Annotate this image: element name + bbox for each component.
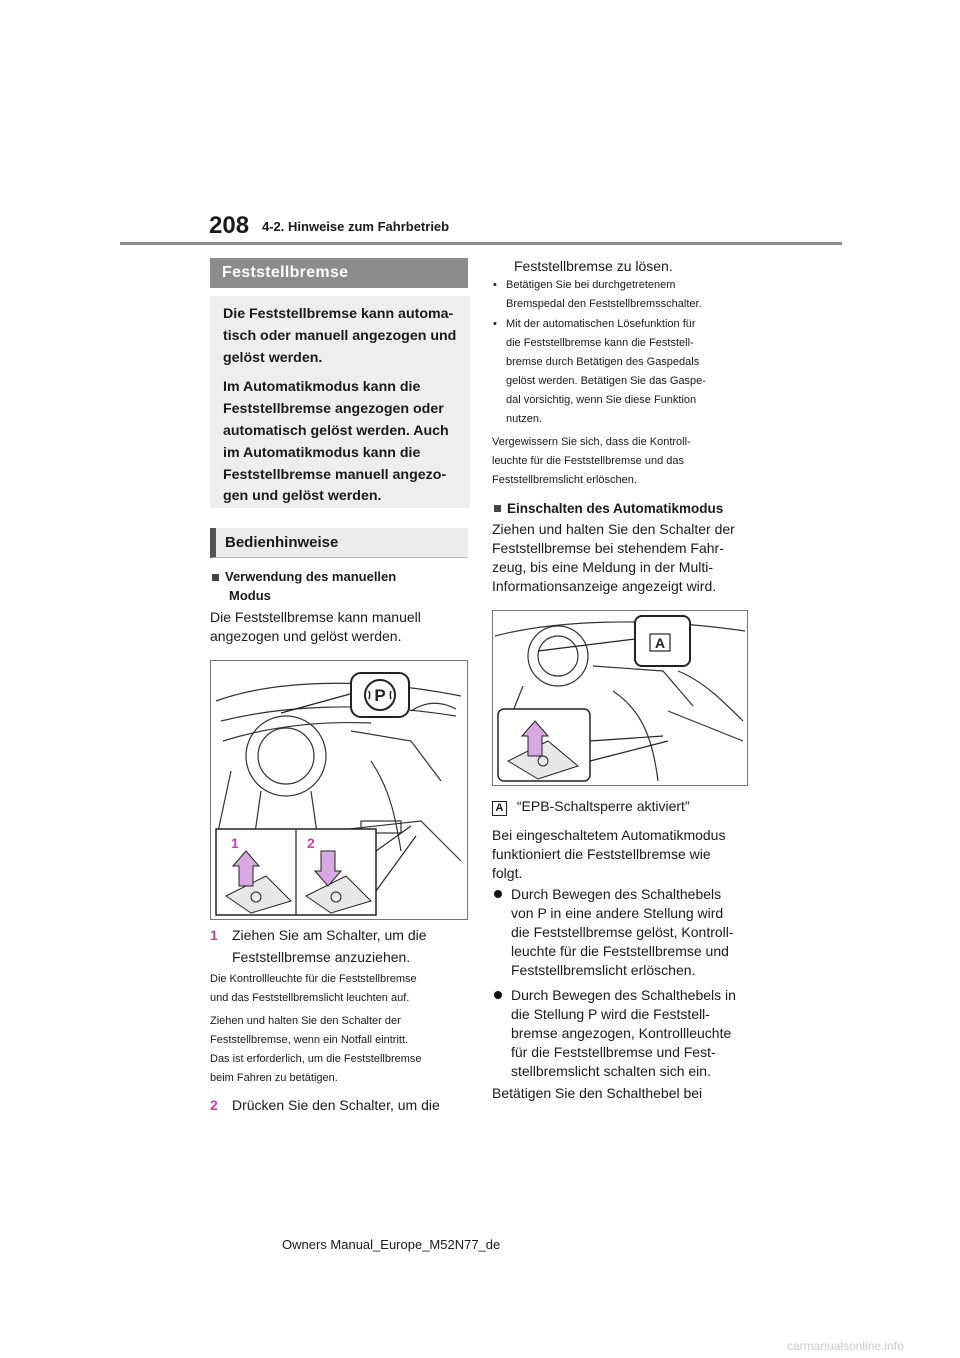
bullet-brake-pedal xyxy=(492,276,702,314)
summary-line: tisch oder manuell angezogen und xyxy=(223,327,457,344)
text-line: Die Feststellbremse kann manuell xyxy=(210,609,421,625)
text-line: funktioniert die Feststellbremse wie xyxy=(492,846,711,862)
text-line: stellbremslicht schalten sich ein. xyxy=(511,1063,711,1079)
text-line: von P in eine andere Stellung wird xyxy=(511,905,724,921)
step-one-label: 1 xyxy=(231,835,239,851)
p-symbol-label: P xyxy=(374,686,386,705)
subheading-bedienhinweise: Bedienhinweise xyxy=(210,528,468,558)
text-line: zeug, bis eine Meldung in der Multi- xyxy=(492,559,714,575)
bullet-dot-icon xyxy=(494,991,502,999)
summary-line: gen und gelöst werden. xyxy=(223,488,382,505)
square-bullet-icon xyxy=(494,505,501,512)
bullet-auto-release xyxy=(492,315,706,429)
summary-paragraph-2 xyxy=(223,377,458,508)
text-line: Ziehen und halten Sie den Schalter der xyxy=(492,521,735,537)
step1-note-emergency xyxy=(210,1012,422,1088)
text-line: Durch Bewegen des Schalthebels xyxy=(511,886,722,902)
verify-note xyxy=(492,433,691,490)
figure-epb-lock xyxy=(492,610,748,786)
text-line: Ziehen und halten Sie den Schalter der xyxy=(210,1015,401,1027)
heading-line: Verwendung des manuellen xyxy=(225,569,397,584)
summary-line: Feststellbremse angezogen oder xyxy=(223,401,444,418)
text-line: Mit der automatischen Lösefunktion für xyxy=(506,318,696,330)
text-line: nutzen. xyxy=(506,413,543,425)
step-1 xyxy=(210,924,427,968)
heading-line: Modus xyxy=(229,588,271,603)
bullet-dot-icon xyxy=(494,890,502,898)
auto-mode-heading xyxy=(494,499,723,518)
auto-mode-intro xyxy=(492,520,735,596)
summary-line: Feststellbremse manuell angezo- xyxy=(223,466,447,483)
auto-behavior-intro xyxy=(492,826,725,883)
text-line: Vergewissern Sie sich, dass die Kontroll- xyxy=(492,436,691,448)
text-line: Informationsanzeige angezeigt wird. xyxy=(492,578,717,594)
text-line: Das ist erforderlich, um die Feststellbremse xyxy=(210,1053,422,1065)
step-two-label: 2 xyxy=(307,835,315,851)
dashboard-illustration xyxy=(211,661,467,919)
step-number: 2 xyxy=(210,1097,218,1113)
final-line: Betätigen Sie den Schalthebel bei xyxy=(492,1085,703,1101)
text-line: angezogen und gelöst werden. xyxy=(210,628,402,644)
text-line: leuchte für die Feststellbremse und das xyxy=(492,455,684,467)
figure-dashboard-switch xyxy=(210,660,468,920)
caption-tag-a: A xyxy=(492,801,507,816)
text-line: Feststellbremse anzuziehen. xyxy=(232,949,411,965)
text-line: und das Feststellbremslicht leuchten auf. xyxy=(210,992,410,1004)
heading-text: Einschalten des Automatikmodus xyxy=(507,501,724,516)
summary-line: im Automatikmodus kann die xyxy=(223,444,421,461)
text-line: Durch Bewegen des Schalthebels in xyxy=(511,987,736,1003)
text-line: Feststellbremse, wenn ein Notfall eintritt. xyxy=(210,1034,409,1046)
text-line: Feststellbremslicht erlöschen. xyxy=(492,474,637,486)
parking-brake-symbol xyxy=(351,673,409,717)
section-title-band: Feststellbremse xyxy=(210,258,468,288)
text-line: die Feststellbremse kann die Feststell- xyxy=(506,337,694,349)
text-line: Feststellbremslicht erlöschen. xyxy=(511,962,696,978)
footer-text: Owners Manual_Europe_M52N77_de xyxy=(282,1237,501,1252)
text-line: Bremspedal den Feststellbremsschalter. xyxy=(506,298,702,310)
text-line: Drücken Sie den Schalter, um die xyxy=(232,1097,440,1113)
section-title: 4-2. Hinweise zum Fahrbetrieb xyxy=(262,219,450,234)
console-illustration xyxy=(493,611,747,785)
summary-box xyxy=(210,296,470,508)
text-line: die Stellung P wird die Feststell- xyxy=(511,1006,710,1022)
manual-mode-heading xyxy=(212,567,396,605)
caption-text: “EPB-Schaltsperre aktiviert” xyxy=(516,798,690,814)
switch-inset xyxy=(498,709,668,781)
step-number: 1 xyxy=(210,927,218,943)
text-line: für die Feststellbremse und Fest- xyxy=(511,1044,716,1060)
text-line: dal vorsichtig, wenn Sie diese Funktion xyxy=(506,394,697,406)
text-line: Die Kontrollleuchte für die Feststellbremse xyxy=(210,973,417,985)
watermark: carmanualsonline.info xyxy=(787,1339,904,1353)
step-2 xyxy=(210,1094,440,1116)
text-line: die Feststellbremse gelöst, Kontroll- xyxy=(511,924,734,940)
text-line: bremse durch Betätigen des Gaspedals xyxy=(506,356,700,368)
summary-line: Die Feststellbremse kann automa- xyxy=(223,306,454,322)
manual-intro xyxy=(210,608,421,646)
figure-tag-a: A xyxy=(654,635,666,651)
dot-item-apply xyxy=(494,986,736,1081)
text-line: Betätigen Sie bei durchgetretenem xyxy=(506,279,676,291)
figure-caption xyxy=(492,797,690,816)
header-rule xyxy=(120,242,842,245)
summary-line: automatisch gelöst werden. Auch xyxy=(223,422,449,439)
summary-line: Im Automatikmodus kann die xyxy=(223,379,421,396)
text-line: Bei eingeschaltetem Automatikmodus xyxy=(492,827,726,843)
page-number: 208 xyxy=(209,212,250,239)
text-line: Ziehen Sie am Schalter, um die xyxy=(232,927,427,943)
dot-item-release xyxy=(494,885,734,980)
switch-inset xyxy=(216,826,416,915)
summary-line: gelöst werden. xyxy=(223,349,323,366)
step2-continuation: Feststellbremse zu lösen. xyxy=(514,258,673,274)
text-line: bremse angezogen, Kontrollleuchte xyxy=(511,1025,732,1041)
text-line: beim Fahren zu betätigen. xyxy=(210,1072,338,1084)
text-line: gelöst werden. Betätigen Sie das Gaspe- xyxy=(506,375,706,387)
square-bullet-icon xyxy=(212,574,219,581)
step1-note-lights xyxy=(210,970,417,1008)
text-line: leuchte für die Feststellbremse und xyxy=(511,943,729,959)
text-line: Feststellbremse bei stehendem Fahr- xyxy=(492,540,724,556)
summary-paragraph-1 xyxy=(223,304,458,369)
text-line: folgt. xyxy=(492,865,523,881)
